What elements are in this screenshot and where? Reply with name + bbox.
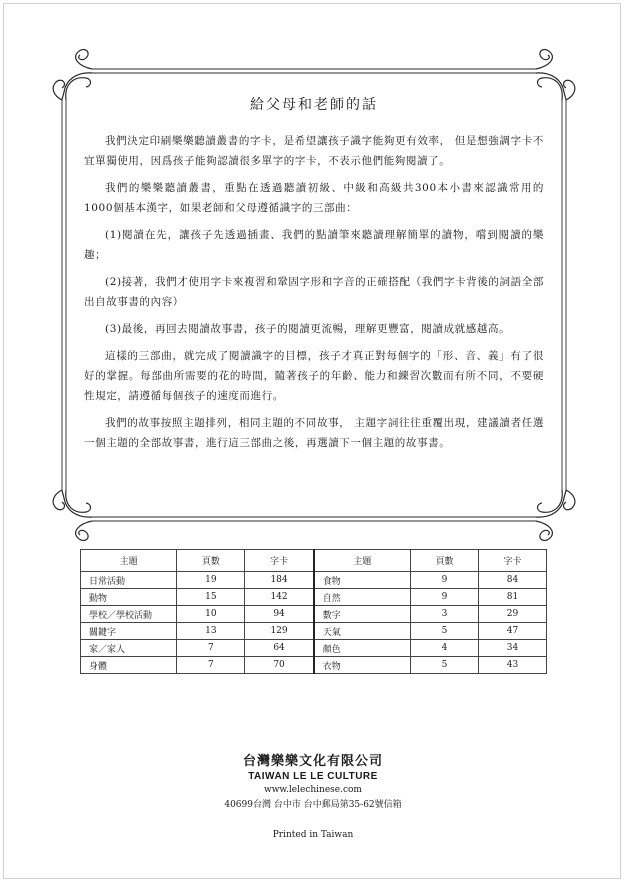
topic-cell: 關鍵字 [81,623,177,640]
pages-cell: 9 [411,572,479,589]
cards-cell: 64 [245,640,314,657]
table-row [81,640,547,657]
pages-cell: 15 [177,589,245,606]
topic-cell: 食物 [314,572,411,589]
topic-cell: 日常活動 [81,572,177,589]
letter-step-1: (1)閱讀在先，讓孩子先透過插畫、我們的點讀筆來聽讀理解簡單的讀物，嚐到閱讀的樂趣； [84,229,544,261]
pages-cell: 9 [411,589,479,606]
cards-cell: 84 [478,572,546,589]
pages-cell: 4 [411,640,479,657]
letter-step-2: (2)接著，我們才使用字卡來複習和鞏固字形和字音的正確搭配（我們字卡背後的詞語全部出自故事書的內容） [84,276,544,308]
column-header-pages: 頁數 [177,550,245,572]
letter-step-3: (3)最後，再回去閱讀故事書，孩子的閱讀更流暢，理解更豐富，閱讀成就感越高。 [105,323,511,335]
cards-cell: 43 [478,657,546,674]
topic-cell: 數字 [314,606,411,623]
cards-cell: 142 [245,589,314,606]
table-row [81,623,547,640]
publisher-name-english: TAIWAN LE LE CULTURE [248,771,378,782]
table-row [81,657,547,674]
topic-cell: 自然 [314,589,411,606]
letter-paragraph: 我們的故事按照主題排列，相同主題的不同故事， 主題字詞往往重覆出現，建議讀者任選一個主題的全部故事書，進行這三部曲之後，再選讀下一個主題的故事書。 [84,417,544,449]
cards-cell: 29 [478,606,546,623]
letter-title: 給父母和老師的話 [250,97,378,113]
publisher-address: 40699台灣 台中市 台中郵局第35-62號信箱 [224,800,402,810]
topics-table [80,549,547,674]
letter-paragraph: 這樣的三部曲，就完成了閱讀識字的目標，孩子才真正對每個字的「形、音、義」有了很好的掌握。每部曲所需要的花的時間，隨著孩子的年齡、能力和練習次數而有所不同，不要硬性規定，請遵循每個孩子的速度而進行。 [84,350,544,402]
pages-cell: 5 [411,657,479,674]
topic-cell: 身體 [81,657,177,674]
publisher-name-chinese: 台灣樂樂文化有限公司 [242,754,383,769]
pages-cell: 19 [177,572,245,589]
topic-cell: 顏色 [314,640,411,657]
column-header-topic: 主題 [314,550,411,572]
column-header-cards: 字卡 [478,550,546,572]
pages-cell: 10 [177,606,245,623]
pages-cell: 7 [177,657,245,674]
pages-cell: 7 [177,640,245,657]
topic-cell: 天氣 [314,623,411,640]
table-row [81,589,547,606]
letter-paragraph: 我們決定印刷樂樂聽讀叢書的字卡，是希望讓孩子識字能夠更有效率， 但是想強調字卡不宜單獨使用，因爲孩子能夠認讀很多單字的字卡，不表示他們能夠閱讀了。 [84,135,544,167]
column-header-topic: 主題 [81,550,177,572]
table-row [81,572,547,589]
parent-teacher-letter [84,94,544,460]
pages-cell: 13 [177,623,245,640]
cards-cell: 94 [245,606,314,623]
topic-cell: 衣物 [314,657,411,674]
topic-cell: 學校／學校活動 [81,606,177,623]
topic-cell: 動物 [81,589,177,606]
cards-cell: 70 [245,657,314,674]
printed-in-note: Printed in Taiwan [272,830,354,840]
publisher-info [0,750,626,810]
topic-cell: 家／家人 [81,640,177,657]
column-header-cards: 字卡 [245,550,314,572]
table-header-row [81,550,547,572]
cards-cell: 34 [478,640,546,657]
cards-cell: 129 [245,623,314,640]
cards-cell: 81 [478,589,546,606]
column-header-pages: 頁數 [411,550,479,572]
cards-cell: 47 [478,623,546,640]
pages-cell: 5 [411,623,479,640]
cards-cell: 184 [245,572,314,589]
publisher-website: www.lelechinese.com [264,785,362,795]
table-row [81,606,547,623]
pages-cell: 3 [411,606,479,623]
letter-paragraph: 我們的樂樂聽讀叢書，重點在透過聽讀初級、中級和高級共300本小書來認識常用的1000個基本漢字，如果老師和父母遵循識字的三部曲： [84,182,544,214]
